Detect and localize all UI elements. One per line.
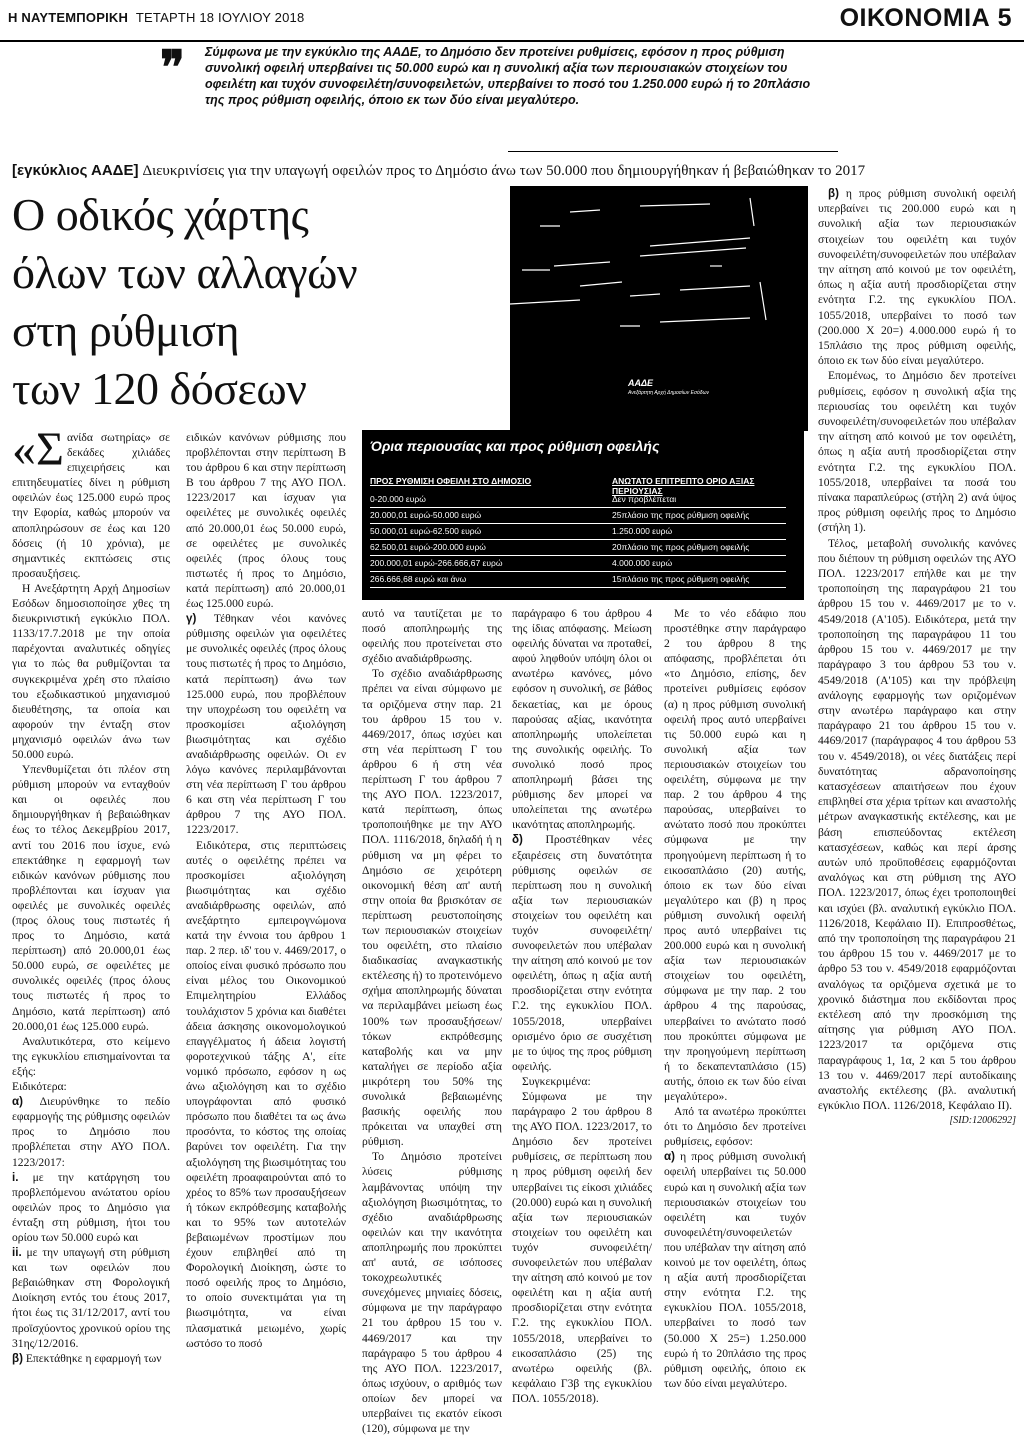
table-cell: Δεν προβλέπεται [612, 494, 677, 504]
kicker-line [12, 162, 1012, 180]
quote-mark-icon: ❞ [160, 41, 185, 93]
drop-cap: «Σ [12, 423, 64, 476]
table-row [370, 542, 786, 556]
section-title: ΟΙΚΟΝΟΜΙΑ 5 [839, 4, 1012, 32]
paragraph: αυτό να ταυτίζεται με το ποσό αποπληρωμής της οφειλής που προτείνεται στο σχέδιο αναδιάρθρωσης. [362, 607, 502, 666]
paragraph: Ειδικότερα: [12, 1080, 67, 1094]
article-column-6 [818, 186, 1016, 1236]
table-cell: 20πλάσιο της προς ρύθμιση οφειλής [612, 542, 750, 552]
table-cell: 25πλάσιο της προς ρύθμιση οφειλής [612, 510, 750, 520]
logo-text: ΑΑΔΕ [628, 378, 654, 388]
logo-subtext: Ανεξάρτητη Αρχή Δημοσίων Εσόδων [628, 390, 709, 396]
table-row [370, 494, 786, 508]
table-row [370, 558, 786, 572]
table-header: ΠΡΟΣ ΡΥΘΜΙΣΗ ΟΦΕΙΛΗ ΣΤΟ ΔΗΜΟΣΙΟ [370, 476, 532, 486]
paragraph: Με το νέο εδάφιο που προστέθηκε στην παράγραφο 2 του άρθρου 8 της απόφασης, προβλέπεται ότι «το Δημόσιο, επίσης, δεν προτείνει ρυθμίσεις εφόσον (α) η προς ρύθμιση συνολική οφειλή προς αυτό υπερβαίνει τις 50.000 ευρώ και η συνολική αξία των περιουσιακών στοιχείων του οφειλέτη, σύμφωνα με την παρ. 2 του άρθρου 4 της παρούσας, υπερβαίνει το ανώτατο ποσό που προκύπτει σύμφωνα με την προηγούμενη περίπτωση ή το εικοσαπλάσιο (20) αυτής, όποιο εκ των δύο είναι μεγαλύτερο και (β) η προς ρύθμιση συνολική οφειλή προς αυτό υπερβαίνει τις 200.000 ευρώ και η συνολική αξία των περιουσιακών στοιχείων του οφειλέτη, σύμφωνα με την παρ. 2 του άρθρου 4 της παρούσας, υπερβαίνει το ανώτατο ποσό που προκύπτει σύμφωνα με την προηγούμενη περίπτωση ή το δεκαπενταπλάσιο (15) αυτής, όποιο εκ των δύο είναι μεγαλύτερο». [664, 607, 806, 1103]
headline-line: Ο οδικός χάρτης [12, 189, 309, 240]
publication-name: Η ΝΑΥΤΕΜΠΟΡΙΚΗ [8, 10, 129, 25]
paragraph: «Σανίδα σωτηρίας» σε δεκάδες χιλιάδες επιχειρήσεις και επιτηδευματίες δίνει η ρύθμιση οφειλών έως 125.000 ευρώ προς την Εφορία, καθώς μπορούν να αποπληρώσουν σε έως και 120 δόσεις (ή 10 χρόνια), με σημαντικές εκπτώσεις στις προσαυξήσεις. [12, 423, 170, 580]
limits-table [362, 430, 804, 600]
table-cell: 15πλάσιο της προς ρύθμιση οφειλής [612, 574, 750, 584]
table-cell: 266.666,68 ευρώ και άνω [370, 574, 467, 584]
article-column-3 [362, 606, 502, 1436]
paragraph: Σύμφωνα με την παράγραφο 2 του άρθρου 8 της ΑΥΟ ΠΟΛ. 1223/2017, το Δημόσιο δεν προτείνει ρυθμίσεις, σε περίπτωση που η προς ρύθμιση οφειλή δεν υπερβαίνει τις είκοσι χιλιάδες (20.000) ευρώ και η συνολική αξία των περιουσιακών στοιχείων του οφειλέτη και τυχόν συνοφειλέτη/συνοφειλετών που υπέβαλαν την αίτηση από κοινού με τον οφειλέτη και η αξία αυτή προσδιορίζεται στην ενότητα Γ.2. της εγκυκλίου ΠΟΛ. 1055/2018, υπερβαίνει το εικοσαπλάσιο (25) της ανωτέρω οφειλής (βλ. κεφάλαιο Γ3β της εγκυκλίου ΠΟΛ. 1055/2018). [512, 1090, 652, 1405]
paragraph: Ειδικότερα, στις περιπτώσεις αυτές ο οφειλέτης πρέπει να προσκομίσει αξιολόγηση βιωσιμότητας και σχέδιο αναδιάρθρωσης οφειλών, από ανεξάρτητο εμπειρογνώμονα κατά την έννοια του άρθρου 1 παρ. 2 περ. ιδ' του ν. 4469/2017, ο οποίος είναι φυσικό πρόσωπο που είναι μέλος του Οικονομικού Επιμελητηρίου Ελλάδος τουλάχιστον 5 χρόνια και διαθέτει άδεια άσκησης οικονομολογικού επαγγέλματος ή άδεια λογιστή φοροτεχνικού τάξης Α', είτε νομικό πρόσωπο, εφόσον η ως άνω αξιολόγηση και το σχέδιο υπογράφονται από φυσικό πρόσωπο που διαθέτει τα ως άνω προσόντα, το κόστος της οποίας βαρύνει τον οφειλέτη. Για την αξιολόγηση της βιωσιμότητας του οφειλέτη προαφαιρούνται από το χρέος το 85% των προσαυξήσεων ή τόκων εκπρόθεσμης καταβολής και το 95% των αυτοτελών βεβαιωμένων προστίμων που έχουν επιβληθεί από τη Φορολογική Διοίκηση, ώστε το ποσό οφειλής προς το Δημόσιο, το οποίο συνεκτιμάται για τη βιωσιμότητα, να είναι πλασματικά μειωμένο, χωρίς ωστόσο το ποσό [186, 838, 346, 1350]
article-column-2 [186, 430, 346, 1350]
article-column-4 [512, 606, 652, 1405]
paragraph: ii. με την υπαγωγή στη ρύθμιση και των οφειλών που βεβαιώθηκαν στη Φορολογική Διοίκηση εντός του έτους 2017, ήτοι έως τις 31/12/2017, αντί του προϊσχύοντος χρονικού ορίου της 31ης/12/2016. [12, 1246, 170, 1350]
kicker: Διευκρινίσεις για την υπαγωγή οφειλών προς το Δημόσιο άνω των 50.000 που δημιουργήθηκαν ή βεβαιώθηκαν το 2017 [142, 163, 866, 179]
article-column-5 [664, 606, 806, 1390]
table-cell: 20.000,01 ευρώ-50.000 ευρώ [370, 510, 482, 520]
paragraph: Το Δημόσιο προτείνει λύσεις ρύθμισης λαμβάνοντας υπόψη την αξιολόγηση βιωσιμότητας, το σχέδιο αναδιάρθρωσης οφειλών και την ικανότητα αποπληρωμής που προκύπτει απ' αυτά, σε ισόποσες τοκοχρεωλυτικές συνεχόμενες μηνιαίες δόσεις, σύμφωνα με την παράγραφο 21 του άρθρου 15 του ν. 4469/2017 και την παράγραφο 5 του άρθρου 4 της ΑΥΟ ΠΟΛ. 1223/2017, όπως ισχύουν, ο αριθμός των οποίων δεν μπορεί να υπερβαίνει τις εκατόν είκοσι (120), σύμφωνα με την [362, 1150, 502, 1436]
masthead [8, 10, 304, 25]
paragraph: δ) Προστέθηκαν νέες εξαιρέσεις στη δυνατότητα ρύθμισης οφειλών σε περίπτωση που η συνολική αξία των περιουσιακών στοιχείων του οφειλέτη και τυχόν συνοφειλέτη/συνοφειλετών που υπέβαλαν την αίτηση από κοινού με τον οφειλέτη, όπως η αξία αυτή προσδιορίζεται στην ενότητα Γ.2. της εγκυκλίου ΠΟΛ. 1055/2018, υπερβαίνει ορισμένο όριο σε συσχέτιση με το ύψος της προς ρύθμιση οφειλής. [512, 833, 652, 1073]
table-cell: 50.000,01 ευρώ-62.500 ευρώ [370, 526, 482, 536]
headline-line: των 120 δόσεων [12, 363, 307, 414]
headline-line: όλων των αλλαγών [12, 247, 358, 298]
article-column-1 [12, 423, 170, 1365]
paragraph: α) η προς ρύθμιση συνολική οφειλή υπερβαίνει τις 50.000 ευρώ και η συνολική αξία των περιουσιακών στοιχείων του οφειλέτη και τυχόν συνοφειλέτη/συνοφειλετών που υπέβαλαν την αίτηση από κοινού με τον οφειλέτη, όπως η αξία αυτή προσδιορίζεται στην ενότητα Γ.2. της εγκυκλίου ΠΟΛ. 1055/2018, υπερβαίνει το ποσό των (50.000 Χ 25=) 1.250.000 ευρώ ή το 20πλάσιο της προς ρύθμιση οφειλής, όποιο εκ των δύο είναι μεγαλύτερο. [664, 1150, 806, 1390]
table-row [370, 526, 786, 540]
article-tag: [εγκύκλιος ΑΑΔΕ] [12, 162, 139, 179]
paragraph: Η Ανεξάρτητη Αρχή Δημοσίων Εσόδων δημοσιοποίησε χθες τη διευκρινιστική εγκύκλιο ΠΟΛ. 1133/17.7.2018 με την οποία παρέχονται αναλυτικές οδηγίες για το πώς θα ρυθμίζονται τα συγκεκριμένα χρέη στο πλαίσιο του εξωδικαστικού μηχανισμού διευθέτησης, τα οποία και αφορούν την ένταξη στον μηχανισμό οφειλών άνω των 50.000 ευρώ. [12, 581, 170, 761]
aade-logo [628, 378, 709, 398]
table-title: Όρια περιουσίας και προς ρύθμιση οφειλής [370, 438, 660, 454]
table-cell: 1.250.000 ευρώ [612, 526, 673, 536]
paragraph: Επομένως, το Δημόσιο δεν προτείνει ρυθμίσεις, εφόσον η συνολική αξία της περιουσίας του οφειλέτη και τυχόν συνοφειλέτη/συνοφειλετών που υπέβαλαν την αίτηση από κοινού με τον οφειλέτη, όπως η αξία αυτή προσδιορίζεται στην ενότητα Γ.2. της εγκυκλίου ΠΟΛ. 1055/2018, υπερβαίνει τα ποσά του πίνακα παραπλεύρως (στήλη 2) ανά ύψος προς ρύθμιση οφειλής προς το Δημόσιο (στήλη 1). [818, 369, 1016, 535]
paragraph: Τέλος, μεταβολή συνολικής κανόνες που διέπουν τη ρύθμιση οφειλών της ΑΥΟ ΠΟΛ. 1223/2017 επήλθε και με την τροποποίηση της παραγράφου 21 του άρθρου 15 του ν. 4469/2017 με το ν. 4549/2018 (Α'105). Ειδικότερα, μετά την τροποποίηση της παραγράφου 11 του άρθρου 15 του ν. 4469/2017 με την παράγραφο 3 του άρθρου 53 του ν. 4549/2018 (Α'105) και την πρόβλεψη ανάλογης εφαρμογής των οριζομένων στην ανωτέρω παράγραφο και στην παράγραφο 21 του άρθρου 15 του ν. 4469/2017 (παράγραφος 4 του άρθρου 53 του ν. 4549/2018), οι νέες διατάξεις περί δυνατότητας αδρανοποίησης κατασχέσεων απαιτήσεων που έχουν επιβληθεί στα χέρια τρίτων και αναστολής μέτρων αναγκαστικής εκτέλεσης, και με βάση επισπεύδοντας εκτέλεση κατασχέσεων, καθώς και περί άρσης αυτών υπό προϋποθέσεις εφαρμόζονται αναλόγως και στη ρύθμιση της ΑΥΟ ΠΟΛ. 1223/2017, όπως έχει τροποποιηθεί και ισχύει (βλ. αναλυτική εγκύκλιο ΠΟΛ. 1126/2018, Κεφάλαιο ΙΙ). Επιπροσθέτως, από την τροποποίηση της παραγράφου 21 του άρθρου 15 του ν. 4469/2017 με το άρθρο 53 του ν. 4549/2018 εφαρμόζονται αναλόγως τα οριζόμενα σχετικά με το χρονικό διάστημα που εκδίδονται προς εκτέλεση από την προσκόμιση της αίτησης για ρύθμιση ΑΥΟ ΠΟΛ. 1223/2017 τα οριζόμενα στις παραγράφους 1, 1α, 2 και 5 του άρθρου 13 του ν. 4469/2017 περί αυτοδίκαιης αναστολής εκτέλεσης (βλ. αναλυτική εγκύκλιο ΠΟΛ. 1126/2018, Κεφάλαιο ΙΙ). [818, 536, 1016, 1113]
page-header [0, 0, 1024, 42]
paragraph: ειδικών κανόνων ρύθμισης που προβλέπονται στην περίπτωση Β του άρθρου 6 και στην περίπτωση Β του άρθρου 7 της ΑΥΟ ΠΟΛ. 1223/2017 και ίσχυαν για οφειλέτες με συνολικές οφειλές από 20.000,01 έως 50.000 ευρώ, σε οφειλέτες με συνολικές οφειλές (προς όλους τους πιστωτές ή προς το Δημόσιο, κατά περίπτωση) από 20.000,01 έως 125.000 ευρώ. [186, 431, 346, 611]
paragraph: γ) Τέθηκαν νέοι κανόνες ρύθμισης οφειλών για οφειλέτες με συνολικές οφειλές (προς όλους τους πιστωτές ή προς το Δημόσιο, κατά περίπτωση) άνω των 125.000 ευρώ, που προβλέπουν την υποχρέωση του οφειλέτη να προσκομίσει αξιολόγηση βιωσιμότητας και σχέδιο αναδιάρθρωσης οφειλών. Οι εν λόγω κανόνες περιλαμβάνονται στη νέα περίπτωση Γ του άρθρου 6 και στη νέα περίπτωση Γ του άρθρου 7 της ΑΥΟ ΠΟΛ. 1223/2017. [186, 612, 346, 837]
headline-line: στη ρύθμιση [12, 305, 239, 356]
table-row [370, 574, 786, 588]
table-row [370, 510, 786, 524]
paragraph: β) Επεκτάθηκε η εφαρμογή των [12, 1351, 162, 1365]
paragraph: α) Διευρύνθηκε το πεδίο εφαρμογής της ρύθμισης οφειλών προς το Δημόσιο που προβλέπεται στην ΑΥΟ ΠΟΛ. 1223/2017: [12, 1095, 170, 1169]
story-id: [SID:12006292] [949, 1115, 1016, 1127]
divider [508, 151, 838, 152]
table-cell: 4.000.000 ευρώ [612, 558, 673, 568]
paragraph: Από τα ανωτέρω προκύπτει ότι το Δημόσιο δεν προτείνει ρυθμίσεις, εφόσον: [664, 1105, 806, 1149]
table-header: ΑΝΩΤΑΤΟ ΕΠΙΤΡΕΠΤΟ ΟΡΙΟ ΑΞΙΑΣ ΠΕΡΙΟΥΣΙΑΣ [612, 476, 755, 496]
article-photo [510, 186, 808, 431]
table-cell: 0-20.000 ευρώ [370, 494, 426, 504]
paragraph: Αναλυτικότερα, στο κείμενο της εγκυκλίου επισημαίνονται τα εξής: [12, 1034, 170, 1078]
paragraph: παράγραφο 6 του άρθρου 4 της ίδιας απόφασης. Μείωση οφειλής δύναται να προταθεί, αφού ληφθούν υπόψη όλοι οι ανωτέρω κανόνες, μόνο εφόσον η συνολική, σε βάθος δεκαετίας, και με όρους παρούσας αξίας, ικανότητα αποπληρωμής υπολείπεται της συνολικής οφειλής. Το συνολικό ποσό προς αποπληρωμή βάσει της ρύθμισης δεν μπορεί να υπολείπεται της ανωτέρω ικανότητας αποπληρωμής. [512, 607, 652, 832]
paragraph: Υπενθυμίζεται ότι πλέον στη ρύθμιση μπορούν να ενταχθούν και οι οφειλές που δημιουργήθηκαν ή βεβαιώθηκαν έως το τέλος Δεκεμβρίου 2017, αντί του 2016 που ίσχυε, ενώ επεκτάθηκε η εφαρμογή των ειδικών κανόνων ρύθμισης που προβλέπονται και ίσχυαν για οφειλές με συνολικές οφειλές (προς όλους τους πιστωτές ή προς το Δημόσιο, κατά περίπτωση) από 20.000,01 έως 50.000 ευρώ, σε οφειλέτες με συνολικές οφειλές (προς όλους τους πιστωτές ή προς το Δημόσιο, κατά περίπτωση) από 20.000,01 έως 125.000 ευρώ. [12, 763, 170, 1033]
headline [12, 186, 502, 418]
paragraph: Το σχέδιο αναδιάρθρωσης πρέπει να είναι σύμφωνο με τα οριζόμενα στην παρ. 21 του άρθρου 15 του ν. 4469/2017, όπως ισχύει και στη νέα περίπτωση Γ του άρθρου 6 ή στη νέα περίπτωση Γ του άρθρου 7 της ΑΥΟ ΠΟΛ. 1223/2017, κατά περίπτωση, όπως τροποποιήθηκε με την ΑΥΟ ΠΟΛ. 1116/2018, δηλαδή ή η ρύθμιση να μη φέρει το Δημόσιο σε χειρότερη οικονομική θέση απ' αυτή στην οποία θα βρισκόταν σε περίπτωση ρευστοποίησης των περιουσιακών στοιχείων του οφειλέτη, στο πλαίσιο διαδικασίας αναγκαστικής εκτέλεσης ή) το προτεινόμενο σχήμα αποπληρωμής δύναται να περιλαμβάνει μείωση έως 100% των προσαυξήσεων/τόκων εκπρόθεσμης καταβολής και να μην καταλήγει σε περίοδο αξία μικρότερη του 50% της συνολικά βεβαιωμένης βασικής οφειλής που πρόκειται να υπαχθεί στη ρύθμιση. [362, 667, 502, 1149]
table-cell: 200.000,01 ευρώ-266.666,67 ευρώ [370, 558, 503, 568]
table-cell: 62.500,01 ευρώ-200.000 ευρώ [370, 542, 486, 552]
pull-quote: Σύμφωνα με την εγκύκλιο της ΑΑΔΕ, το Δημόσιο δεν προτείνει ρυθμίσεις, εφόσον η προς ρύθμιση συνολική οφειλή υπερβαίνει τις 50.000 ευρώ και η συνολική αξία των περιουσιακών στοιχείων του οφειλέτη και τυχόν συνοφειλέτη/συνοφειλετών, υπερβαίνει το ποσό του 1.250.000 ευρώ ή το 20πλάσιο της προς ρύθμιση οφειλής, όποιο εκ των δύο είναι μεγαλύτερο. [205, 45, 811, 107]
paragraph: β) η προς ρύθμιση συνολική οφειλή υπερβαίνει τις 200.000 ευρώ και η συνολική αξία των περιουσιακών στοιχείων του οφειλέτη και τυχόν συνοφειλέτη/συνοφειλετών που υπέβαλαν την αίτηση από κοινού με τον οφειλέτη, όπως η αξία αυτή προσδιορίζεται στην ενότητα Γ.2. της εγκυκλίου ΠΟΛ. 1055/2018, υπερβαίνει το ποσό των (200.000 Χ 20=) 4.000.000 ευρώ ή το 15πλάσιο της προς ρύθμιση οφειλής, όποιο εκ των δύο είναι μεγαλύτερο. [818, 187, 1016, 368]
issue-date: ΤΕΤΑΡΤΗ 18 ΙΟΥΛΙΟΥ 2018 [135, 10, 305, 25]
paragraph: i. με την κατάργηση του προβλεπόμενου ανώτατου ορίου οφειλών προς το Δημόσιο για ένταξη στη ρύθμιση, ήτοι του ορίου των 50.000 ευρώ και [12, 1170, 170, 1244]
paragraph: Συγκεκριμένα: [522, 1074, 591, 1088]
